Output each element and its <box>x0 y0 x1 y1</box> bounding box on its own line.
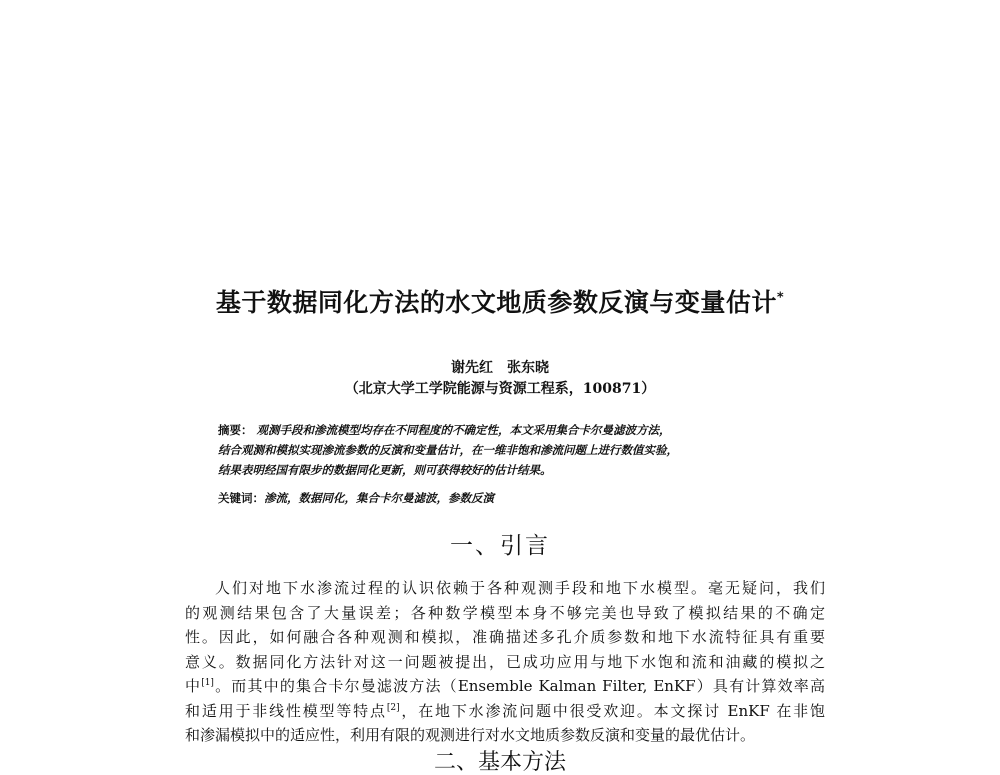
abstract-line <box>218 420 798 440</box>
abstract <box>218 420 798 480</box>
paper-title <box>150 283 850 319</box>
paper-title-text: 基于数据同化方法的水文地质参数反演与变量估计 <box>215 288 777 317</box>
affiliation: （北京大学工学院能源与资源工程系，100871） <box>344 381 656 397</box>
body-line: 和渗漏模拟中的适应性，利用有限的观测进行对水文地质参数反演和变量的最优估计。 <box>185 726 756 744</box>
next-section-heading-text: 二、基本方法 <box>433 750 566 775</box>
body-line: 意义。数据同化方法针对这一问题被提出，已成功应用与地下水饱和流和油藏的模拟之 <box>185 652 825 671</box>
body-line <box>185 674 825 699</box>
body-line: 人们对地下水渗流过程的认识依赖于各种观测手段和地下水模型。毫无疑问，我们 <box>215 579 825 597</box>
abstract-label: 摘要： <box>218 423 253 437</box>
next-section-heading <box>150 750 850 775</box>
keywords-label: 关键词： <box>218 491 264 505</box>
body-line-text: 中 <box>185 677 202 695</box>
authors: 谢先红 张东晓 <box>451 360 549 376</box>
keywords-text: 渗流，数据同化，集合卡尔曼滤波，参数反演 <box>264 491 494 505</box>
section-heading: 一、引言 <box>450 533 550 559</box>
keywords <box>218 490 798 506</box>
body-line-text: ，在地下水渗流问题中很受欢迎。本文探讨 EnKF 在非饱 <box>399 701 825 720</box>
abstract-line: 结合观测和模拟实现渗流参数的反演和变量估计，在一维非饱和渗流问题上进行数值实验， <box>218 443 678 457</box>
abstract-line: 结果表明经国有限步的数据同化更新，则可获得较好的估计结果。 <box>218 463 552 477</box>
citation-ref: [2] <box>386 702 400 713</box>
body-line <box>185 699 825 724</box>
body-line-text: 和适用于非线性模型等特点 <box>185 701 387 720</box>
body-line: 的观测结果包含了大量误差；各种数学模型本身不够完美也导致了模拟结果的不确定 <box>185 603 825 622</box>
body-line: 性。因此，如何融合各种观测和模拟，准确描述多孔介质参数和地下水流特征具有重要 <box>185 628 825 646</box>
citation-ref: [1] <box>201 678 214 688</box>
abstract-text: 观测手段和渗流模型均存在不同程度的不确定性，本文采用集合卡尔曼滤波方法， <box>256 423 671 437</box>
title-footnote-mark: * <box>776 290 785 306</box>
body-paragraph <box>185 576 825 748</box>
body-line-text: 。而其中的集合卡尔曼滤波方法（Ensemble Kalman Filter, EnKF）具有计算效率高 <box>213 677 825 695</box>
